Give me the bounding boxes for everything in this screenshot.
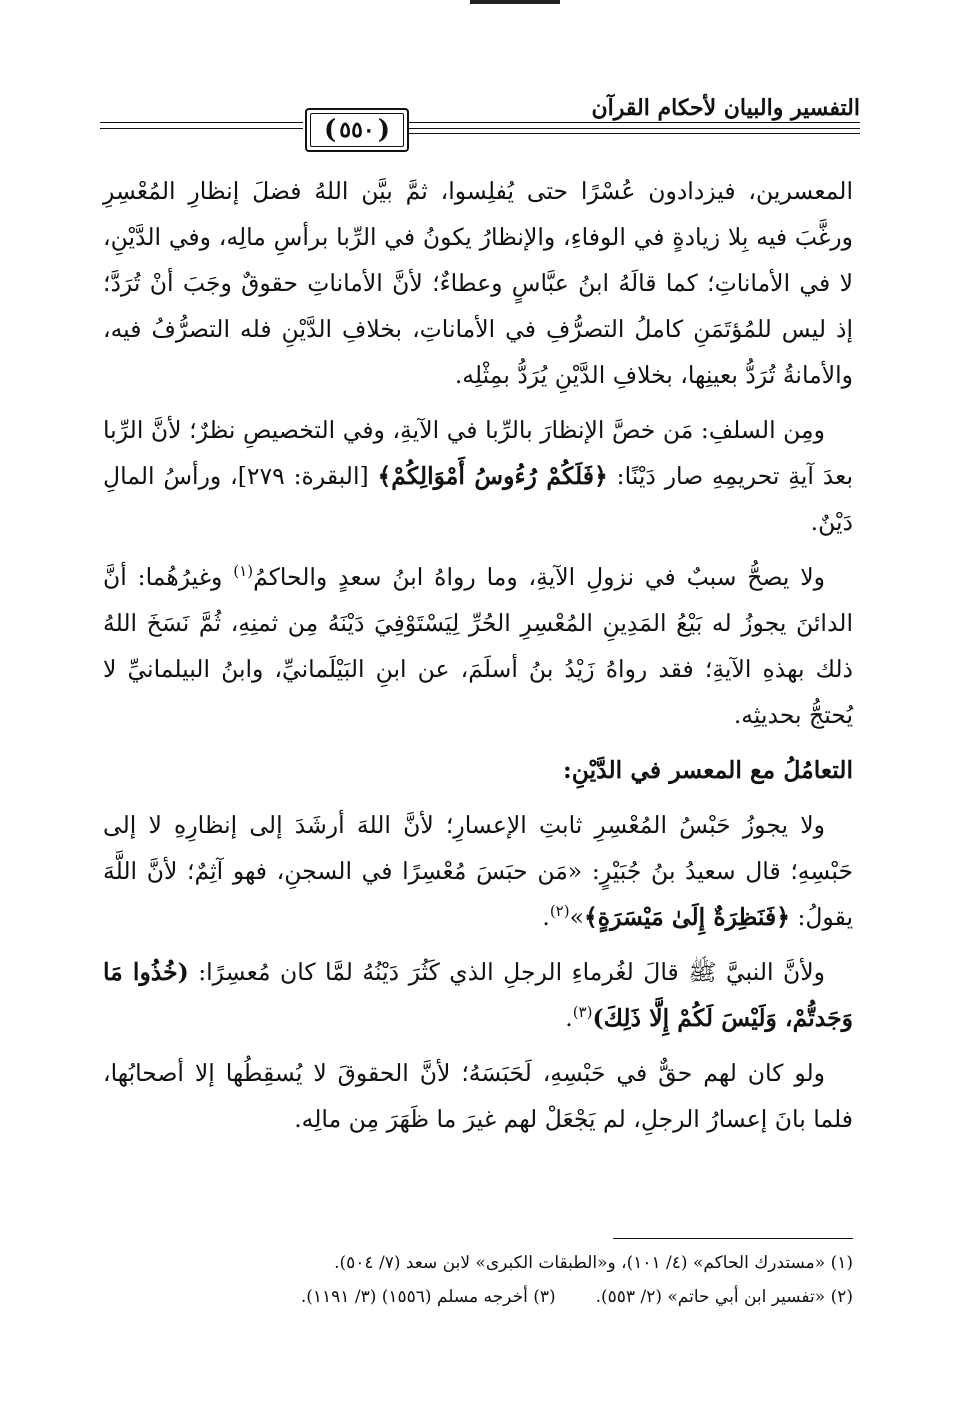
- paragraph-4-text: ولا يجوزُ حَبْسُ المُعْسِرِ ثابتِ الإعسارِ؛ لأنَّ اللهَ أرشَدَ إلى إنظارِهِ لا إلى حَبْسِهِ؛ قال سعيدُ بنُ جُبَيْرٍ: «مَن حبَسَ مُعْسِرًا في السجنِ، فهو آثِمٌ؛ لأنَّ اللَّهَ يقولُ:: [103, 811, 853, 931]
- page-number-frame: [305, 108, 409, 152]
- footnote-ref-3: (٣): [572, 1003, 593, 1022]
- paragraph-3-continuation: وغيرُهُما: أنَّ الدائنَ يجوزُ له بَيْعُ المَدِينِ المُعْسِرِ الحُرِّ لِيَسْتَوْفِيَ دَيْنَهُ مِن ثمنِهِ، ثُمَّ نَسَخَ اللهُ ذلك بهذهِ الآيةِ؛ فقد رواهُ زَيْدُ بنُ أسلَمَ، عن ابنِ البَيْلَمانيِّ، وابنُ البيلمانيِّ لا يُحتجُّ بحديثِه.: [103, 563, 853, 729]
- page-number-bracket-close: ): [323, 115, 337, 145]
- footnote-separator: [613, 1238, 853, 1239]
- quote-close: »: [569, 903, 584, 931]
- quran-verse: ﴿فَلَكُمْ رُءُوسُ أَمْوَالِكُمْ﴾: [377, 462, 608, 490]
- footnote-1: (١) «مستدرك الحاكم» (٤/ ١٠١)، و«الطبقات الكبرى» لابن سعد (٧/ ٥٠٤).: [334, 1253, 853, 1273]
- quran-verse: ﴿فَنَظِرَةٌ إِلَىٰ مَيْسَرَةٍ﴾: [583, 903, 790, 931]
- paragraph-1: المعسرين، فيزدادون عُسْرًا حتى يُفلِسوا، ثمَّ بيَّن اللهُ فضلَ إنظارِ المُعْسِرِ ورغَّبَ فيه بِلا زيادةٍ في الوفاءِ، والإنظارُ يكونُ في الرِّبا برأسِ مالِه، وفي الدَّيْنِ، لا في الأماناتِ؛ كما قالَهُ ابنُ عبَّاسٍ وعطاءٌ؛ لأنَّ الأماناتِ حقوقٌ وجَبَ أنْ تُرَدَّ؛ إذ ليس للمُؤتَمَنِ كاملُ التصرُّفِ في الأماناتِ، بخلافِ الدَّيْنِ فله التصرُّفُ فيه، والأمانةُ تُرَدُّ بعينِها، بخلافِ الدَّيْنِ يُرَدُّ بمِثْلِه.: [103, 177, 853, 389]
- top-edge-mark: [470, 0, 560, 4]
- header-rule-right: [409, 122, 860, 129]
- paragraph-3-text: ولا يصحُّ سببٌ في نزولِ الآيةِ، وما رواهُ ابنُ سعدٍ والحاكمُ: [253, 563, 825, 591]
- paragraph-5-text: ولأنَّ النبيَّ ﷺ قالَ لغُرماءِ الرجلِ الذي كَثُرَ دَيْنُهُ لمَّا كان مُعسِرًا:: [188, 958, 825, 986]
- main-text: [103, 168, 853, 1151]
- paragraph-4: [103, 802, 853, 940]
- section-heading: التعامُلُ مع المعسر في الدَّيْنِ:: [563, 756, 853, 784]
- paragraph-4-end: .: [542, 903, 550, 931]
- footnote-3: (٣) أخرجه مسلم (١٥٥٦) (٣/ ١١٩١).: [300, 1287, 556, 1307]
- paragraph-2-citation: [البقرة: ٢٧٩]، ورأسُ المالِ دَيْنٌ.: [103, 462, 853, 536]
- footnote-row-2: [113, 1280, 853, 1314]
- paragraph-2-text: ومِن السلفِ: مَن خصَّ الإنظارَ بالرِّبا في الآيةِ، وفي التخصيصِ نظرٌ؛ لأنَّ الرِّبا بعدَ آيةِ تحريمِهِ صار دَيْنًا:: [103, 416, 853, 490]
- paragraph-6: ولو كان لهم حقٌّ في حَبْسِهِ، لَحَبَسَهُ؛ لأنَّ الحقوقَ لا يُسقِطُها إلا أصحابُها، فلما بانَ إعسارُ الرجلِ، لم يَجْعَلْ لهم غيرَ ما ظَهَرَ مِن مالِه.: [103, 1059, 853, 1133]
- paragraph-5-end: .: [565, 1004, 573, 1032]
- footnotes: [113, 1246, 853, 1314]
- header-rule-left: [100, 122, 303, 129]
- page-header: [100, 95, 860, 155]
- hadith-quote: (خُذُوا مَا وَجَدتُّمْ، وَلَيْسَ لَكُمْ إِلَّا ذَلِكَ): [103, 958, 853, 1032]
- header-rule-under-title: [409, 133, 860, 134]
- page-number: ٥٥٠: [339, 117, 375, 143]
- page-number-bracket-open: (: [377, 115, 391, 145]
- paragraph-3: [103, 554, 853, 738]
- paragraph-5: [103, 949, 853, 1041]
- footnote-ref-1: (١): [233, 562, 254, 581]
- footnote-ref-2: (٢): [549, 902, 570, 921]
- paragraph-2: [103, 407, 853, 545]
- footnote-2: (٢) «تفسير ابن أبي حاتم» (٢/ ٥٥٣).: [595, 1287, 853, 1307]
- running-title: التفسير والبيان لأحكام القرآن: [591, 95, 860, 121]
